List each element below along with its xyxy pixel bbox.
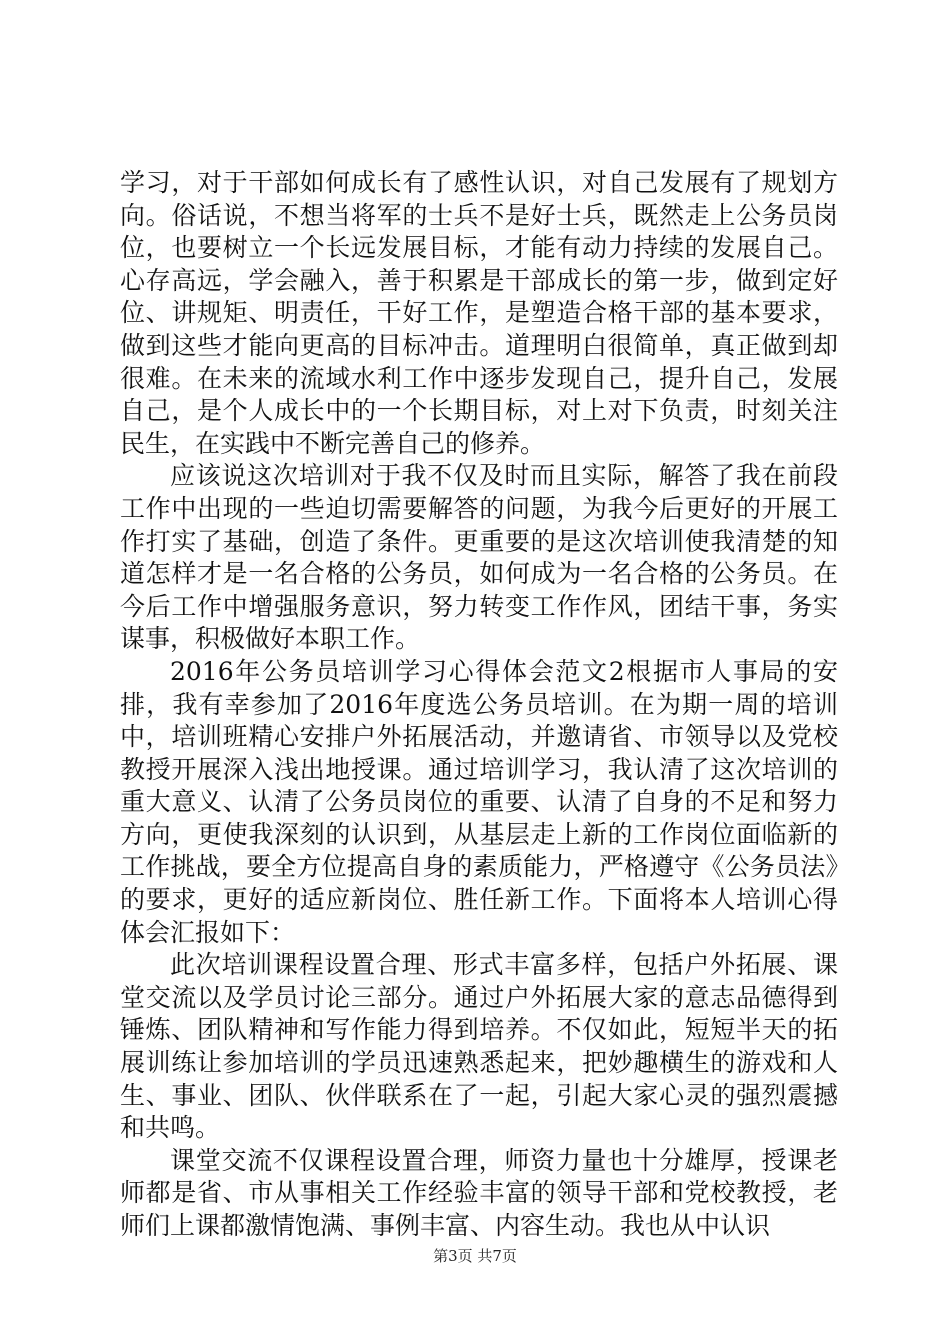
page-footer: 第3页 共7页 [433,1247,517,1265]
paragraph-2: 应该说这次培训对于我不仅及时而且实际，解答了我在前段工作中出现的一些迫切需要解答的问题，为我今后更好的开展工作打实了基础，创造了条件。更重要的是这次培训使我清楚的知道怎样才是一名合格的公务员，如何成为一名合格的公务员。在今后工作中增强服务意识，努力转变工作作风，团结干事，务实谋事，积极做好本职工作。 [120,461,838,654]
paragraph-5: 课堂交流不仅课程设置合理，师资力量也十分雄厚，授课老师都是省、市从事相关工作经验丰富的领导干部和党校教授，老师们上课都激情饱满、事例丰富、内容生动。我也从中认识 [120,1145,838,1240]
paragraph-4: 此次培训课程设置合理、形式丰富多样，包括户外拓展、课堂交流以及学员讨论三部分。通过户外拓展大家的意志品德得到锤炼、团队精神和写作能力得到培养。不仅如此，短短半天的拓展训练让参加培训的学员迅速熟悉起来，把妙趣横生的游戏和人生、事业、团队、伙伴联系在了一起，引起大家心灵的强烈震撼和共鸣。 [120,950,838,1143]
document-body [120,167,838,1243]
paragraph-1: 学习，对于干部如何成长有了感性认识，对自己发展有了规划方向。俗话说，不想当将军的士兵不是好士兵，既然走上公务员岗位，也要树立一个长远发展目标，才能有动力持续的发展自己。心存高远，学会融入，善于积累是干部成长的第一步，做到定好位、讲规矩、明责任，干好工作，是塑造合格干部的基本要求，做到这些才能向更高的目标冲击。道理明白很简单，真正做到却很难。在未来的流域水利工作中逐步发现自己，提升自己，发展自己，是个人成长中的一个长期目标，对上对下负责，时刻关注民生，在实践中不断完善自己的修养。 [120,168,838,458]
paragraph-3: 2016年公务员培训学习心得体会范文2根据市人事局的安排，我有幸参加了2016年度选公务员培训。在为期一周的培训中，培训班精心安排户外拓展活动，并邀请省、市领导以及党校教授开展深入浅出地授课。通过培训学习，我认清了这次培训的重大意义、认清了公务员岗位的重要、认清了自身的不足和努力方向，更使我深刻的认识到，从基层走上新的工作岗位面临新的工作挑战，要全方位提高自身的素质能力，严格遵守《公务员法》的要求，更好的适应新岗位、胜任新工作。下面将本人培训心得体会汇报如下： [120,656,838,947]
